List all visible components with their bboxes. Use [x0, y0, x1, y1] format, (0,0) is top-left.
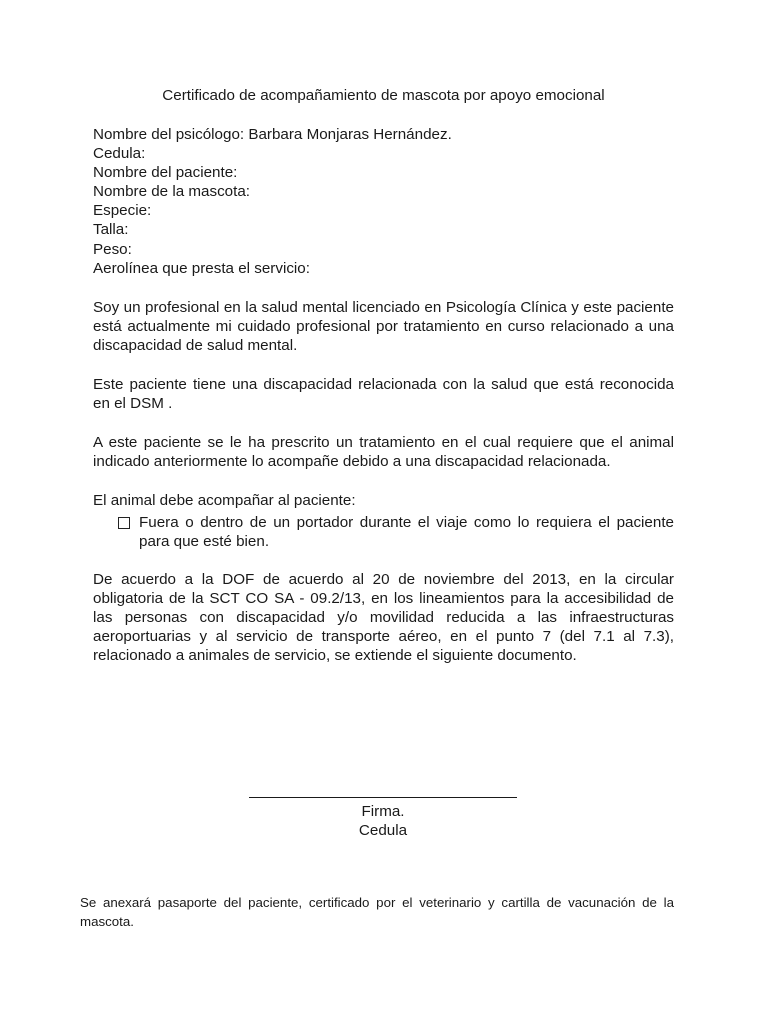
field-size: Talla: [93, 221, 129, 239]
document-title: Certificado de acompañamiento de mascota por apoyo emocional [162, 87, 605, 104]
signature-firma-label: Firma. [361, 803, 405, 820]
field-species: Especie: [93, 202, 152, 220]
checkbox-icon[interactable] [118, 517, 130, 529]
field-psychologist-name: Nombre del psicólogo: Barbara Monjaras Hernández. [93, 126, 452, 143]
paragraph-legal-basis: De acuerdo a la DOF de acuerdo al 20 de noviembre del 2013, en la circular obligatoria de la SCT CO SA - 09.2/13, en los lineamientos para la accesibilidad de las personas con discapacidad y/o movilidad reducida a las infraestructuras aeroportuarias y al servicio de transporte aéreo, en el punto 7 (del 7.1 al 7.3), relacionado a animales de servicio, se extiende el siguiente documento. [93, 571, 674, 665]
form-fields [93, 125, 674, 278]
field-cedula: Cedula: [93, 145, 146, 163]
field-weight: Peso: [93, 240, 132, 258]
checklist-item-label: Fuera o dentro de un portador durante el viaje como lo requiera el paciente para que esté bien. [139, 514, 674, 551]
field-patient-name: Nombre del paciente: [93, 164, 238, 182]
checklist [118, 513, 674, 551]
signature-line [249, 797, 517, 798]
footnote-attachments: Se anexará pasaporte del paciente, certificado por el veterinario y cartilla de vacunación de la mascota. [80, 895, 674, 929]
paragraph-accompany-heading: El animal debe acompañar al paciente: [93, 492, 356, 509]
signature-cedula-label: Cedula [358, 822, 408, 839]
paragraph-dsm-disability: Este paciente tiene una discapacidad relacionada con la salud que está reconocida en el DSM . [93, 376, 674, 413]
field-pet-name: Nombre de la mascota: [93, 183, 251, 201]
checklist-item-carrier[interactable] [118, 513, 674, 551]
field-airline: Aerolínea que presta el servicio: [93, 259, 310, 277]
paragraph-treatment: A este paciente se le ha prescrito un tratamiento en el cual requiere que el animal indicado anteriormente lo acompañe debido a una discapacidad relacionada. [93, 434, 674, 471]
paragraph-professional-statement: Soy un profesional en la salud mental licenciado en Psicología Clínica y este paciente está actualmente mi cuidado profesional por tratamiento en curso relacionado a una discapacidad de salud mental. [93, 299, 674, 355]
